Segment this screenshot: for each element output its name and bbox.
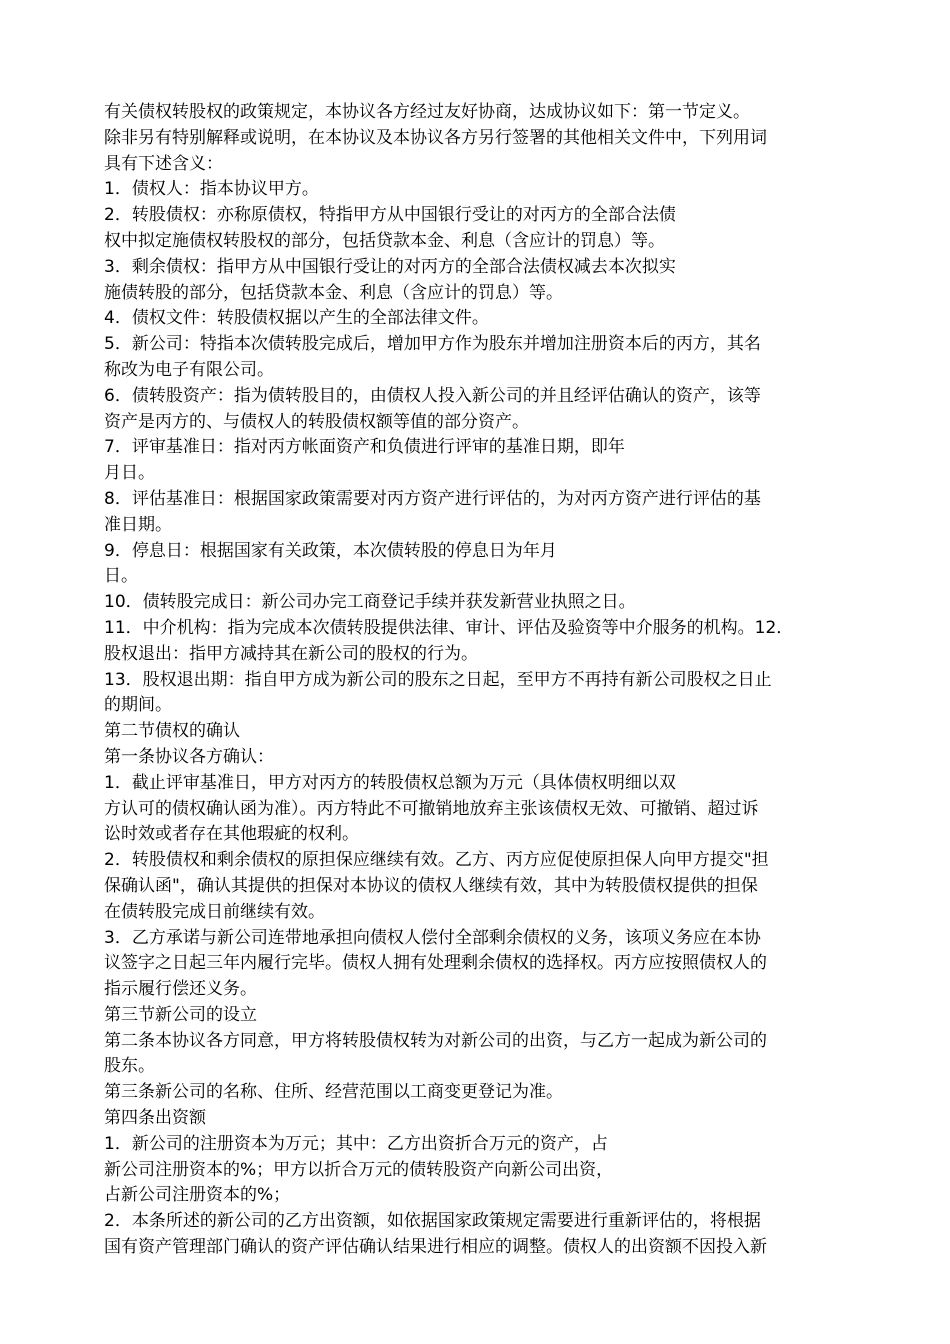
- section-heading: 第二节债权的确认: [104, 721, 240, 742]
- text-line: 股东。: [104, 1056, 155, 1077]
- text-line: 的期间。: [104, 695, 172, 716]
- article-heading: 第四条出资额: [104, 1108, 206, 1129]
- text-line: 2．转股债权：亦称原债权，特指甲方从中国银行受让的对丙方的全部合法债: [104, 205, 676, 226]
- text-line: 日。: [104, 566, 138, 587]
- text-line: 第一条协议各方确认：: [104, 746, 274, 767]
- text-line: 3．乙方承诺与新公司连带地承担向债权人偿付全部剩余债权的义务，该项义务应在本协: [104, 927, 761, 948]
- section-heading: 第三节新公司的设立: [104, 1004, 257, 1025]
- text-line: 占新公司注册资本的%；: [104, 1185, 291, 1206]
- text-line: 7．评审基准日：指对丙方帐面资产和负债进行评审的基准日期，即年: [104, 437, 625, 458]
- text-line: 3．剩余债权：指甲方从中国银行受让的对丙方的全部合法债权减去本次拟实: [104, 256, 676, 277]
- document-page: [104, 100, 856, 1261]
- text-line: 1．债权人：指本协议甲方。: [104, 179, 319, 200]
- text-line: 具有下述含义：: [104, 153, 223, 174]
- text-line: 议签字之日起三年内履行完毕。债权人拥有处理剩余债权的选择权。丙方应按照债权人的: [104, 953, 767, 974]
- text-line: 9．停息日：根据国家有关政策，本次债转股的停息日为年月: [104, 540, 557, 561]
- text-line: 称改为电子有限公司。: [104, 359, 274, 380]
- text-line: 2．转股债权和剩余债权的原担保应继续有效。乙方、丙方应促使原担保人向甲方提交"担: [104, 850, 769, 871]
- text-line: 1．截止评审基准日，甲方对丙方的转股债权总额为万元（具体债权明细以双: [104, 772, 676, 793]
- text-line: 股权退出：指甲方减持其在新公司的股权的行为。: [104, 643, 478, 664]
- text-line: 讼时效或者存在其他瑕疵的权利。: [104, 824, 359, 845]
- text-line: 1．新公司的注册资本为万元；其中：乙方出资折合万元的资产，占: [104, 1133, 608, 1154]
- text-line: 6．债转股资产：指为债转股目的，由债权人投入新公司的并且经评估确认的资产，该等: [104, 385, 761, 406]
- text-line: 5．新公司：特指本次债转股完成后，增加甲方作为股东并增加注册资本后的丙方，其名: [104, 334, 761, 355]
- text-line: 2．本条所述的新公司的乙方出资额，如依据国家政策规定需要进行重新评估的，将根据: [104, 1211, 761, 1232]
- text-line: 8．评估基准日：根据国家政策需要对丙方资产进行评估的，为对丙方资产进行评估的基: [104, 488, 761, 509]
- text-line: 在债转股完成日前继续有效。: [104, 901, 325, 922]
- text-line: 准日期。: [104, 514, 172, 535]
- text-line: 新公司注册资本的%；甲方以折合万元的债转股资产向新公司出资，: [104, 1159, 614, 1180]
- text-line: 13．股权退出期：指自甲方成为新公司的股东之日起，至甲方不再持有新公司股权之日止: [104, 669, 772, 690]
- text-line: 10．债转股完成日：新公司办完工商登记手续并获发新营业执照之日。: [104, 592, 636, 613]
- text-line: 保确认函"，确认其提供的担保对本协议的债权人继续有效，其中为转股债权提供的担保: [104, 875, 758, 896]
- text-line: 除非另有特别解释或说明，在本协议及本协议各方另行签署的其他相关文件中，下列用词: [104, 127, 767, 148]
- text-line: 有关债权转股权的政策规定，本协议各方经过友好协商，达成协议如下：第一节定义。: [104, 102, 750, 122]
- text-line: 资产是丙方的、与债权人的转股债权额等值的部分资产。: [104, 411, 529, 432]
- text-line: 国有资产管理部门确认的资产评估确认结果进行相应的调整。债权人的出资额不因投入新: [104, 1237, 767, 1258]
- text-line: 月日。: [104, 463, 155, 484]
- text-line: 权中拟定施债权转股权的部分，包括贷款本金、利息（含应计的罚息）等。: [104, 230, 665, 251]
- text-line: 指示履行偿还义务。: [104, 979, 257, 1000]
- text-line: 第三条新公司的名称、住所、经营范围以工商变更登记为准。: [104, 1082, 563, 1103]
- text-line: 第二条本协议各方同意，甲方将转股债权转为对新公司的出资，与乙方一起成为新公司的: [104, 1030, 767, 1051]
- text-line: 11．中介机构：指为完成本次债转股提供法律、审计、评估及验资等中介服务的机构。12．: [104, 617, 794, 638]
- text-line: 4．债权文件：转股债权据以产生的全部法律文件。: [104, 308, 489, 329]
- text-line: 方认可的债权确认函为准）。丙方特此不可撤销地放弃主张该债权无效、可撤销、超过诉: [104, 798, 759, 819]
- text-line: 施债转股的部分，包括贷款本金、利息（含应计的罚息）等。: [104, 282, 563, 303]
